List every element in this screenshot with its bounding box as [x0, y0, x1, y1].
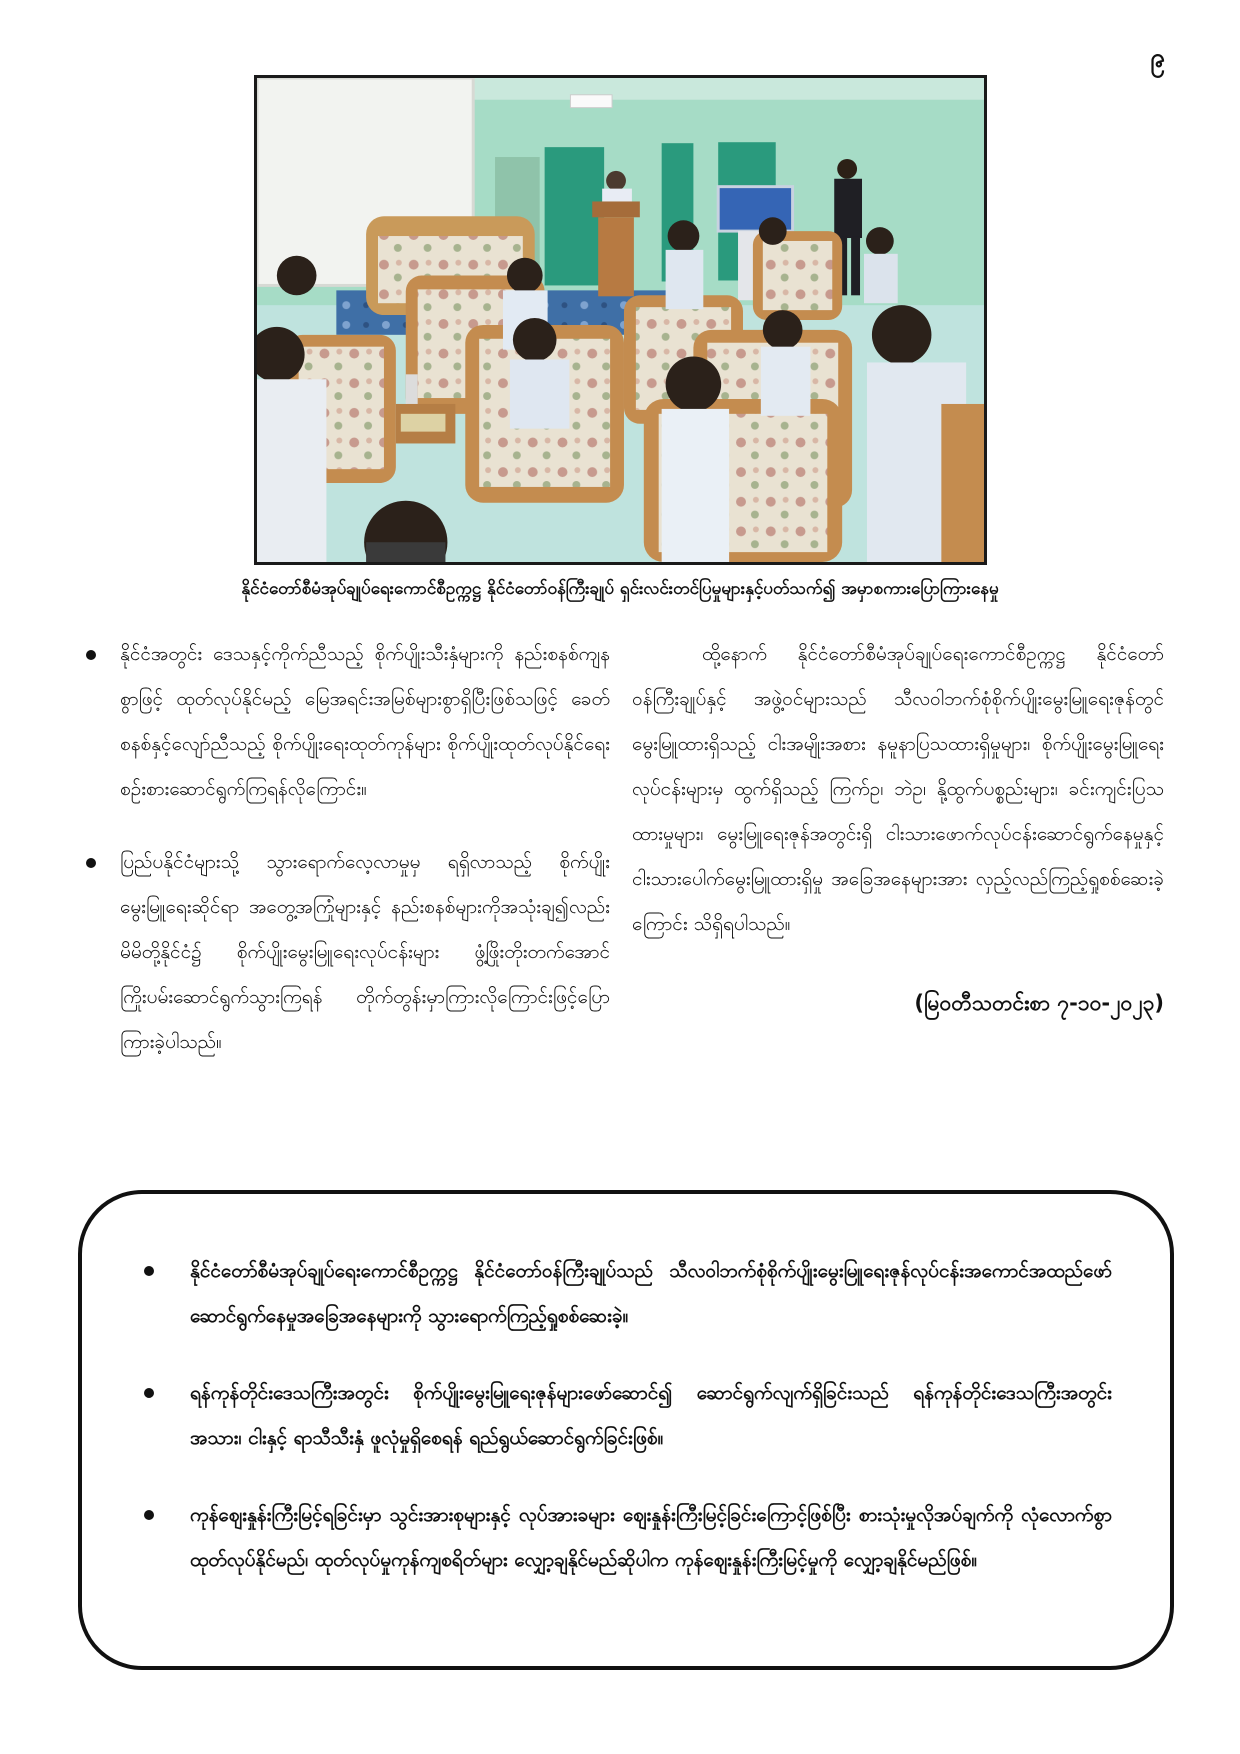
summary-item [140, 1371, 1112, 1461]
summary-text: ရန်ကုန်တိုင်းဒေသကြီးအတွင်း စိုက်ပျိုးမွေးမြူရေးဇုန်များဖော်ဆောင်၍ ဆောင်ရွက်လျက်ရှိခြင်းသည် ရန်ကုန်တိုင်းဒေသကြီးအတွင်း အသား၊ ငါးနှင့် ရာသီသီးနှံ ဖူလုံမှုရှိစေရန် ရည်ရွယ်ဆောင်ရွက်ခြင်းဖြစ်။ [190, 1382, 1112, 1449]
bullet-icon [86, 858, 96, 868]
page-number: ၉ [1150, 43, 1165, 73]
news-source: (မြဝတီသတင်းစာ ၇-၁၀-၂၀၂၃) [914, 991, 1164, 1015]
list-item [80, 840, 610, 1065]
left-column [80, 632, 610, 1093]
summary-item [140, 1249, 1112, 1339]
bullet-icon [144, 1510, 154, 1520]
right-column [632, 632, 1164, 1026]
bullet-text: နိုင်ငံအတွင်း ဒေသနှင့်ကိုက်ညီသည့် စိုက်ပျိုးသီးနှံများကို နည်းစနစ်ကျနစွာဖြင့် ထုတ်လုပ်နိုင်မည့် မြေအရင်းအမြစ်များစွာရှိပြီးဖြစ်သဖြင့် ခေတ်စနစ်နှင့်လျော်ညီသည့် စိုက်ပျိုးရေးထုတ်ကုန်များ စိုက်ပျိုးထုတ်လုပ်နိုင်ရေး စဉ်းစားဆောင်ရွက်ကြရန်လိုကြောင်း။ [120, 643, 610, 800]
bullet-icon [86, 650, 96, 660]
summary-text: ကုန်ဈေးနှုန်းကြီးမြင့်ရခြင်းမှာ သွင်းအားစုများနှင့် လုပ်အားခများ ဈေးနှုန်းကြီးမြင့်ခြင်းကြောင့်ဖြစ်ပြီး စားသုံးမှုလိုအပ်ချက်ကို လုံလောက်စွာထုတ်လုပ်နိုင်မည်၊ ထုတ်လုပ်မှုကုန်ကျစရိတ်များ လျှော့ချနိုင်မည်ဆိုပါက ကုန်ဈေးနှုန်းကြီးမြင့်မှုကို လျှော့ချနိုင်မည်ဖြစ်။ [190, 1504, 1112, 1571]
bullet-text: ပြည်ပနိုင်ငံများသို့ သွားရောက်လေ့လာမှုမှ ရရှိလာသည့် စိုက်ပျိုးမွေးမြူရေးဆိုင်ရာ အတွေ့အကြုံများနှင့် နည်းစနစ်များကိုအသုံးချ၍လည်း မိမိတို့နိုင်ငံ၌ စိုက်ပျိုးမွေးမြူရေးလုပ်ငန်းများ ဖွံ့ဖြိုးတိုးတက်အောင် ကြိုးပမ်းဆောင်ရွက်သွားကြရန် တိုက်တွန်းမှာကြားလိုကြောင်းဖြင့်ပြောကြားခဲ့ပါသည်။ [120, 851, 610, 1053]
meeting-hall-photo [254, 75, 987, 565]
summary-text: နိုင်ငံတော်စီမံအုပ်ချုပ်ရေးကောင်စီဥက္ကဋ္ဌ နိုင်ငံတော်ဝန်ကြီးချုပ်သည် သီလဝါဘက်စုံစိုက်ပျိုးမွေးမြူရေးဇုန်လုပ်ငန်းအကောင်အထည်ဖော် ဆောင်ရွက်နေမှုအခြေအနေများကို သွားရောက်ကြည့်ရှုစစ်ဆေးခဲ့။ [190, 1260, 1112, 1327]
summary-box [78, 1190, 1174, 1670]
summary-item [140, 1493, 1112, 1583]
meeting-hall-illustration [257, 78, 984, 562]
photo-caption: နိုင်ငံတော်စီမံအုပ်ချုပ်ရေးကောင်စီဥက္ကဋ္ဌ နိုင်ငံတော်ဝန်ကြီးချုပ် ရှင်းလင်းတင်ပြမှုများနှင့်ပတ်သက်၍ အမှာစကားပြောကြားနေမှု [241, 579, 999, 599]
list-item [80, 632, 610, 812]
body-paragraph: ထို့နောက် နိုင်ငံတော်စီမံအုပ်ချုပ်ရေးကောင်စီဥက္ကဋ္ဌ နိုင်ငံတော်ဝန်ကြီးချုပ်နှင့် အဖွဲ့ဝင်များသည် သီလဝါဘက်စုံစိုက်ပျိုးမွေးမြူရေးဇုန်တွင် မွေးမြူထားရှိသည့် ငါးအမျိုးအစား နမူနာပြသထားရှိမှုများ၊ စိုက်ပျိုးမွေးမြူရေးလုပ်ငန်းများမှ ထွက်ရှိသည့် ကြက်ဥ၊ ဘဲဥ၊ နို့ထွက်ပစ္စည်းများ၊ ခင်းကျင်းပြသထားမှုများ၊ မွေးမြူရေးဇုန်အတွင်းရှိ ငါးသားဖောက်လုပ်ငန်းဆောင်ရွက်နေမှုနှင့် ငါးသားပေါက်မွေးမြူထားရှိမှု အခြေအနေများအား လှည့်လည်ကြည့်ရှုစစ်ဆေးခဲ့ကြောင်း သိရှိရပါသည်။ [632, 643, 1164, 935]
bullet-icon [144, 1266, 154, 1276]
bullet-icon [144, 1388, 154, 1398]
